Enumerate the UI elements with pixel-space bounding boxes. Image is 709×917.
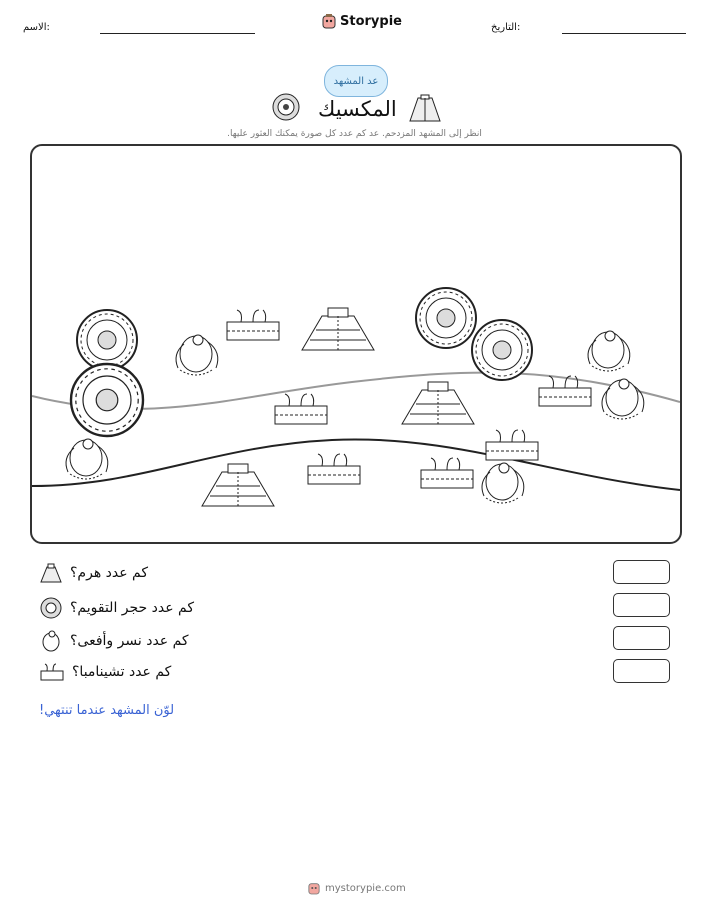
scene-chinampa (227, 310, 279, 340)
scene-pyramid (202, 464, 274, 506)
question-text: كم عدد حجر التقويم؟ (70, 600, 195, 616)
instructions: انظر إلى المشهد المزدحم. عد كم عدد كل صورة يمكنك العثور عليها. (227, 129, 482, 139)
eagle-snake-icon (40, 630, 62, 652)
scene-calendar-stone (71, 364, 143, 436)
brand-text: Storypie (340, 13, 402, 29)
scene-chinampa (275, 394, 327, 424)
calendar-stone-icon (271, 92, 301, 122)
date-label: التاريخ: (491, 22, 521, 33)
busy-scene (30, 144, 682, 544)
answer-box-chinampa[interactable] (613, 659, 670, 683)
brand-logo (322, 13, 402, 29)
answer-box-pyramid[interactable] (613, 560, 670, 584)
colour-note: لوّن المشهد عندما تنتهي! (39, 703, 175, 718)
scene-calendar-stone (416, 288, 476, 348)
question-calendar-stone (40, 597, 194, 619)
question-text: كم عدد هرم؟ (70, 565, 149, 581)
scene-chinampa (486, 430, 538, 460)
name-label: الاسم: (23, 22, 50, 33)
scene-chinampa (421, 458, 473, 488)
scene-pyramid (402, 382, 474, 424)
answer-box-calendar-stone[interactable] (613, 593, 670, 617)
scene-calendar-stone (77, 310, 137, 370)
scene-eagle-snake (588, 331, 630, 371)
question-eagle-snake (40, 630, 189, 652)
mascot-icon (322, 13, 336, 29)
scene-eagle-snake (482, 463, 524, 503)
question-text: كم عدد نسر وأفعى؟ (70, 633, 189, 649)
scene-eagle-snake (66, 439, 108, 479)
question-text: كم عدد تشينامبا؟ (72, 664, 172, 680)
mascot-icon (308, 881, 320, 895)
footer (308, 881, 406, 895)
scene-calendar-stone (472, 320, 532, 380)
scene-chinampa (308, 454, 360, 484)
pyramid-icon (40, 563, 62, 583)
date-line (562, 33, 686, 34)
scene-pyramid (302, 308, 374, 350)
footer-url: mystorypie.com (325, 882, 406, 894)
calendar-stone-icon (40, 597, 62, 619)
question-chinampa (40, 663, 171, 681)
scene-count-badge: عد المشهد (324, 65, 388, 97)
answer-box-eagle-snake[interactable] (613, 626, 670, 650)
page-title: المكسيك (318, 97, 397, 121)
scene-eagle-snake (176, 335, 218, 375)
question-pyramid (40, 563, 148, 583)
chinampa-icon (40, 663, 64, 681)
name-line (100, 33, 255, 34)
pyramid-icon (408, 94, 442, 122)
